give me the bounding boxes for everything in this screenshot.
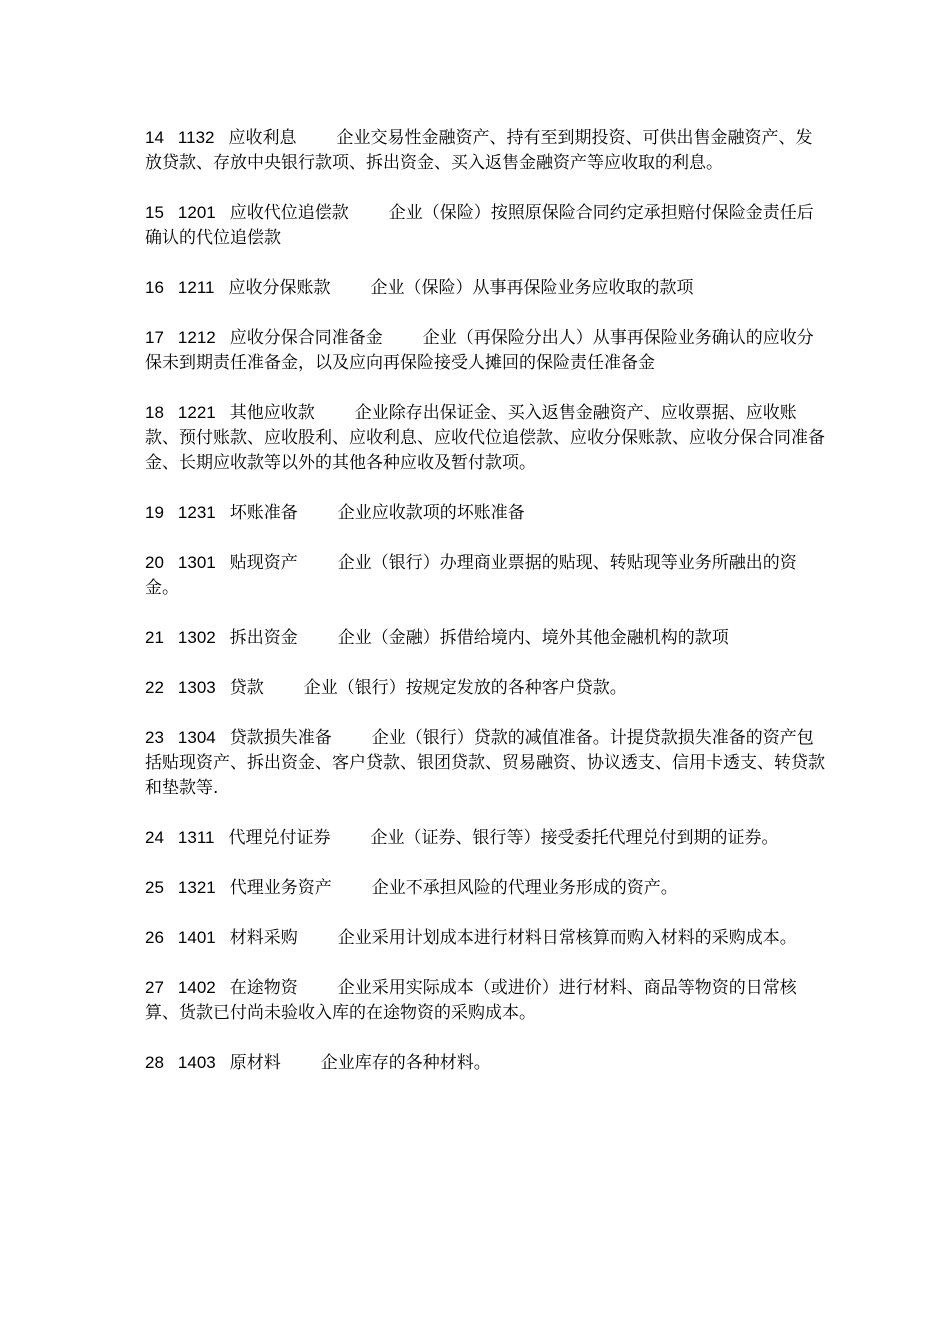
account-name: 贴现资产 [229,553,298,573]
entry-number: 17 [145,328,164,347]
account-name: 坏账准备 [229,503,298,523]
entry-number: 15 [145,203,164,222]
account-code: 1401 [177,928,216,947]
account-name: 材料采购 [229,928,298,948]
account-description: 企业（银行）按规定发放的各种客户贷款。 [303,678,627,698]
account-code: 1211 [177,278,215,297]
entry-number: 23 [145,728,164,747]
account-code: 1302 [177,628,216,647]
account-description: 企业交易性金融资产、持有至到期投资、可供出售金融资产、发放贷款、存放中央银行款项、拆出资金、买入返售金融资产等应收取的利息。 [145,128,813,173]
entry-number: 28 [145,1053,164,1072]
account-name: 贷款损失准备 [229,728,332,748]
account-name: 原材料 [229,1053,281,1073]
entry-number: 21 [145,628,164,647]
account-name: 应收代位追偿款 [229,203,349,223]
account-name: 其他应收款 [229,403,315,423]
account-code: 1201 [177,203,216,222]
account-description: 企业采用计划成本进行材料日常核算而购入材料的采购成本。 [337,928,797,948]
account-code: 1301 [177,553,216,572]
account-name: 应收分保账款 [228,278,331,298]
account-description: 企业不承担风险的代理业务形成的资产。 [371,878,678,898]
entry-number: 18 [145,403,164,422]
account-entry [145,825,825,851]
account-entry [145,975,825,1026]
account-entry [145,725,825,801]
account-entry [145,625,825,651]
entry-number: 14 [145,128,164,147]
account-entry [145,1050,825,1076]
account-description: 企业除存出保证金、买入返售金融资产、应收票据、应收账款、预付账款、应收股利、应收利息、应收代位追偿款、应收分保账款、应收分保合同准备金、长期应收款等以外的其他各种应收及暂付款项。 [145,403,825,473]
account-description: 企业（保险）按照原保险合同约定承担赔付保险金责任后确认的代位追偿款 [145,203,814,248]
account-name: 代理兑付证券 [228,828,331,848]
account-entry [145,125,825,176]
account-entry [145,550,825,601]
account-code: 1402 [177,978,216,997]
entry-number: 22 [145,678,164,697]
entry-number: 27 [145,978,164,997]
document-body [145,125,825,1100]
account-entry [145,875,825,901]
account-name: 拆出资金 [229,628,298,648]
account-entry [145,925,825,951]
account-name: 应收分保合同准备金 [229,328,383,348]
account-description: 企业（银行）办理商业票据的贴现、转贴现等业务所融出的资金。 [145,553,797,598]
account-code: 1311 [177,828,215,847]
account-description: 企业（金融）拆借给境内、境外其他金融机构的款项 [337,628,729,648]
account-description: 企业库存的各种材料。 [320,1053,491,1073]
account-entry [145,275,825,301]
entry-number: 24 [145,828,164,847]
account-name: 贷款 [229,678,264,698]
entry-number: 25 [145,878,164,897]
account-description: 企业（保险）从事再保险业务应收取的款项 [370,278,694,298]
entry-number: 16 [145,278,164,297]
account-entry [145,500,825,526]
entry-number: 19 [145,503,164,522]
account-description: 企业（再保险分出人）从事再保险业务确认的应收分保未到期责任准备金，以及应向再保险接受人摊回的保险责任准备金 [145,328,814,373]
account-name: 在途物资 [229,978,298,998]
account-code: 1231 [177,503,216,522]
account-code: 1221 [177,403,216,422]
account-code: 1304 [177,728,216,747]
account-entry [145,675,825,701]
account-code: 1403 [177,1053,216,1072]
account-description: 企业（银行）贷款的减值准备。计提贷款损失准备的资产包括贴现资产、拆出资金、客户贷款、银团贷款、贸易融资、协议透支、信用卡透支、转贷款和垫款等. [145,728,825,798]
account-entry [145,400,825,476]
entry-number: 26 [145,928,164,947]
account-description: 企业采用实际成本（或进价）进行材料、商品等物资的日常核算、货款已付尚未验收入库的在途物资的采购成本。 [145,978,797,1023]
account-description: 企业应收款项的坏账准备 [337,503,525,523]
account-description: 企业（证券、银行等）接受委托代理兑付到期的证券。 [370,828,779,848]
account-code: 1303 [177,678,216,697]
account-name: 应收利息 [228,128,297,148]
account-entry [145,325,825,376]
entry-number: 20 [145,553,164,572]
account-code: 1321 [177,878,216,897]
account-entry [145,200,825,251]
account-code: 1212 [177,328,216,347]
account-code: 1132 [177,128,215,147]
account-name: 代理业务资产 [229,878,332,898]
